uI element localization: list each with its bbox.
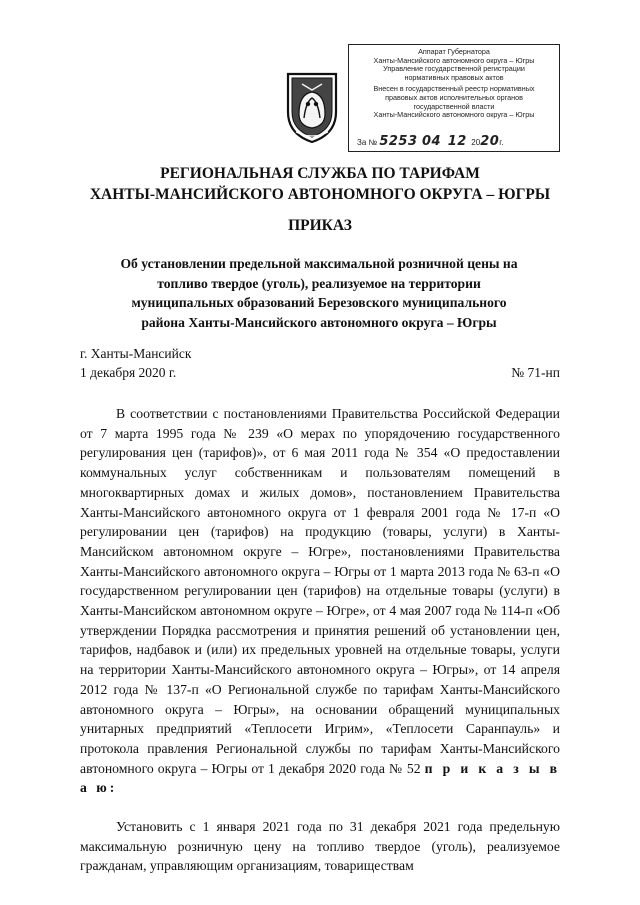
preamble-paragraph xyxy=(80,404,560,798)
org-line-2: ХАНТЫ-МАНСИЙСКОГО АВТОНОМНОГО ОКРУГА – ЮГРЫ xyxy=(89,186,551,203)
document-subject xyxy=(92,254,546,332)
stamp-reg-year-prefix: 20 xyxy=(471,138,481,148)
stamp-line: государственной власти xyxy=(413,101,495,111)
city-label: г. Ханты-Мансийск xyxy=(80,346,192,361)
stamp-line: правовых актов исполнительных органов xyxy=(385,92,523,102)
subject-line: топливо твердое (уголь), реализуемое на территории xyxy=(157,275,481,291)
stamp-reg-prefix: За № xyxy=(357,138,378,148)
document-type: ПРИКАЗ xyxy=(288,217,352,234)
registration-stamp xyxy=(348,44,560,152)
subject-line: Об установлении предельной максимальной розничной цены на xyxy=(120,256,518,271)
coat-of-arms-icon xyxy=(282,68,342,144)
subject-line: муниципальных образований Березовского муниципального xyxy=(131,295,507,310)
stamp-reg-day: 04 xyxy=(421,134,442,150)
document-number: № 71-нп xyxy=(511,365,560,380)
stamp-line: Управление государственной регистрации xyxy=(383,64,525,74)
stamp-reg-month: 12 xyxy=(447,134,467,150)
stamp-line: Внесен в государственный реестр нормативных xyxy=(373,84,535,94)
clause-paragraph: Установить с 1 января 2021 года по 31 декабря 2021 года предельную максимальную розничную цену на топливо твердое (уголь), реализуемое гражданам, управляющим организациям, товариществам xyxy=(80,819,560,874)
stamp-reg-year-suffix: 20 xyxy=(480,134,500,150)
subject-line: района Ханты-Мансийского автономного округа – Югры xyxy=(141,314,497,330)
stamp-registration-line xyxy=(357,134,553,150)
document-date: 1 декабря 2020 г. xyxy=(80,365,177,380)
org-line-1: РЕГИОНАЛЬНАЯ СЛУЖБА ПО ТАРИФАМ xyxy=(160,165,480,182)
stamp-line: нормативных правовых актов xyxy=(404,72,504,82)
order-word: п р и к а з ы в а ю: xyxy=(80,760,561,796)
preamble-text: В соответствии с постановлениями Правительства Российской Федерации от 7 марта 1995 года № 239 «О мерах по упорядочению государственного регулирования цен (тарифов)», от 6 мая 2011 года № 354 «О предоставлении коммунальных услуг собственникам и пользователям помещений в многоквартирных домах и жилых домов», постановлением Правительства Ханты-Мансийского автономного округа от 1 февраля 2001 года № 17-п «О регулировании цен (тарифов) на продукцию (товары, услуги) в Ханты-Мансийском автономном округе – Югре», постановлениями Правительства Ханты-Мансийского автономного округа – Югры от 1 марта 2013 года № 63-п «О государственном регулировании цен (тарифов) на отдельные товары (услуги) в Ханты-Мансийском автономном округе – Югре», от 4 мая 2007 года № 114-п «Об утверждении Порядка рассмотрения и принятия решений об установлении цен, тарифов, надбавок и (или) их предельных уровней на отдельные товары, услуги на территории Ханты-Мансийского автономного округа – Югры», от 14 апреля 2012 года № 137-п «О Региональной службе по тарифам Ханты-Мансийского автономного округа – Югры», на основании обращений муниципальных унитарных предприятий «Теплосети Игрим», «Теплосети Саранпауль» и протокола правления Региональной службы по тарифам Ханты-Мансийского автономного округа – Югры от 1 декабря 2020 года № 52 xyxy=(80,406,560,776)
organization-title xyxy=(0,163,640,205)
stamp-line: Ханты-Мансийского автономного округа – Югры xyxy=(373,110,535,120)
stamp-line: Аппарат Губернатора xyxy=(418,47,490,56)
stamp-line: Ханты-Мансийского автономного округа – Югры xyxy=(373,55,535,65)
stamp-reg-number: 5253 xyxy=(379,134,418,150)
stamp-reg-suffix: г. xyxy=(499,138,504,148)
